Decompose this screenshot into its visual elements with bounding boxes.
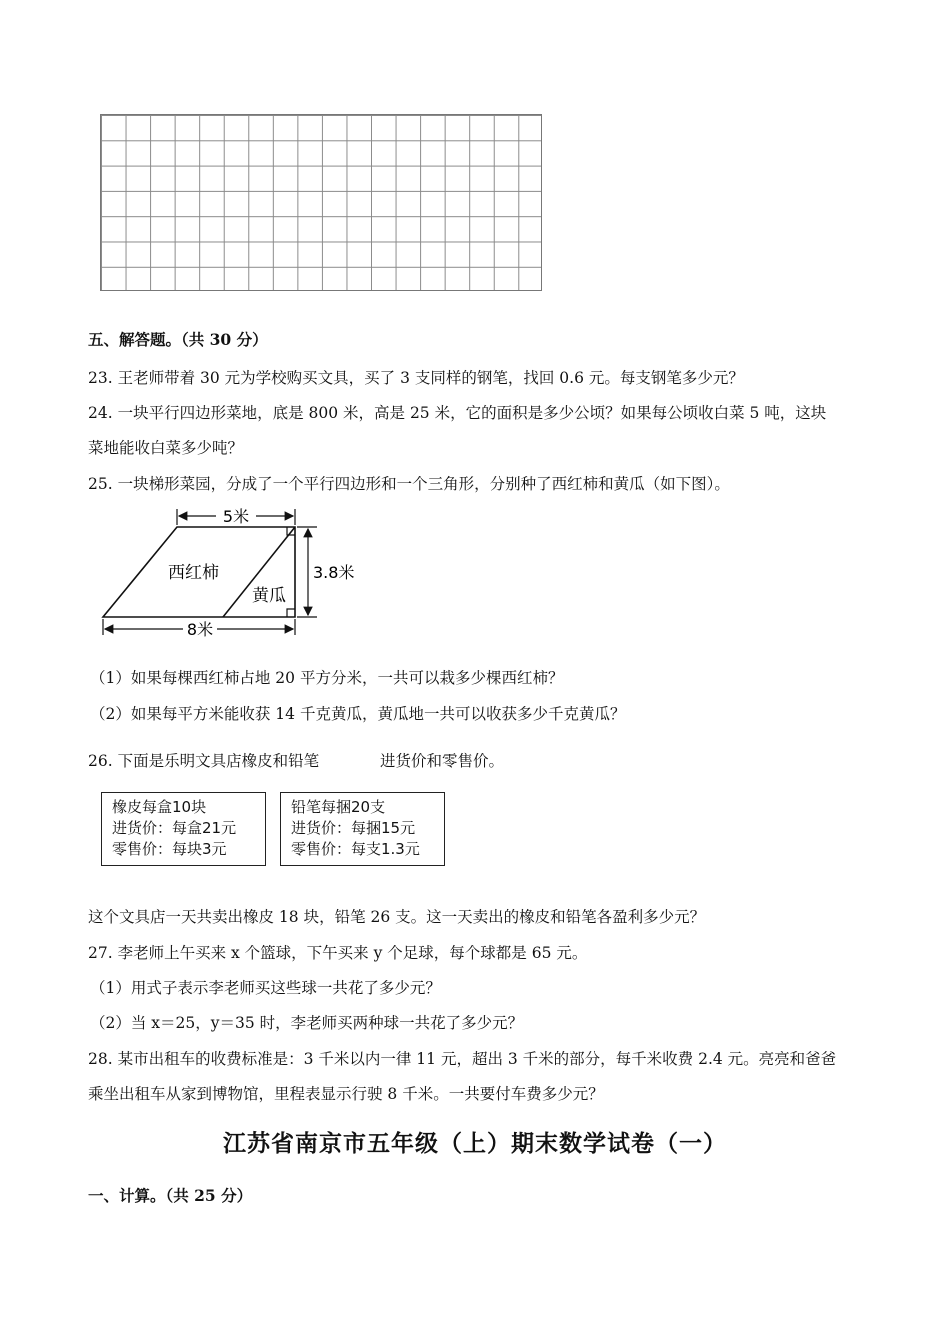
question-25: 25. 一块梯形菜园，分成了一个平行四边形和一个三角形，分别种了西红柿和黄瓜（如下图）。 <box>88 475 730 493</box>
bottom-dimension-label: 8米 <box>186 620 214 639</box>
question-24-line2: 菜地能收白菜多少吨？ <box>88 439 244 457</box>
pencil-box-line2: 进货价：每捆15元 <box>291 819 416 837</box>
pencil-box-line3: 零售价：每支1.3元 <box>291 840 420 858</box>
question-24-line1: 24. 一块平行四边形菜地，底是 800 米，高是 25 米，它的面积是多少公顷？如果每公顷收白菜 5 吨，这块 <box>88 404 827 422</box>
question-27: 27. 李老师上午买来 x 个篮球，下午买来 y 个足球，每个球都是 65 元。 <box>88 944 588 962</box>
eraser-box-line2: 进货价：每盒21元 <box>112 819 237 837</box>
question-25-part1: （1）如果每棵西红柿占地 20 平方分米，一共可以栽多少棵西红柿？ <box>90 669 564 687</box>
cucumber-region-label: 黄瓜 <box>252 586 286 606</box>
question-27-part2: （2）当 x＝25，y＝35 时，李老师买两种球一共花了多少元？ <box>90 1014 524 1032</box>
question-26-end: 进货价和零售价。 <box>380 752 505 770</box>
top-dimension-label: 5米 <box>222 507 250 526</box>
trapezoid-figure <box>95 500 355 645</box>
question-23: 23. 王老师带着 30 元为学校购买文具，买了 3 支同样的钢笔，找回 0.6 元。每支钢笔多少元？ <box>88 369 744 387</box>
eraser-price-box <box>101 792 266 866</box>
question-27-part1: （1）用式子表示李老师买这些球一共花了多少元？ <box>90 979 441 997</box>
question-28-line1: 28. 某市出租车的收费标准是：3 千米以内一律 11 元，超出 3 千米的部分，每千米收费 2.4 元。亮亮和爸爸 <box>88 1050 837 1068</box>
question-26-question: 这个文具店一天共卖出橡皮 18 块，铅笔 26 支。这一天卖出的橡皮和铅笔各盈利多少元？ <box>88 908 706 926</box>
grid-paper <box>100 114 542 291</box>
question-26-start: 26. 下面是乐明文具店橡皮和铅笔 <box>88 752 320 770</box>
pencil-box-line1: 铅笔每捆20支 <box>291 798 386 816</box>
right-angle-bottom <box>287 609 295 617</box>
pencil-price-box <box>280 792 445 866</box>
section1-heading: 一、计算。（共 25 分） <box>88 1186 253 1205</box>
right-dimension-label: 3.8米 <box>313 563 355 582</box>
eraser-box-line1: 橡皮每盒10块 <box>112 798 207 816</box>
question-25-part2: （2）如果每平方米能收获 14 千克黄瓜，黄瓜地一共可以收获多少千克黄瓜？ <box>90 705 626 723</box>
section5-heading: 五、解答题。（共 30 分） <box>88 330 268 349</box>
paper-title: 江苏省南京市五年级（上）期末数学试卷（一） <box>223 1130 727 1157</box>
eraser-box-line3: 零售价：每块3元 <box>112 840 227 858</box>
question-28-line2: 乘坐出租车从家到博物馆，里程表显示行驶 8 千米。一共要付车费多少元？ <box>88 1085 604 1103</box>
tomato-region-label: 西红柿 <box>168 563 219 583</box>
